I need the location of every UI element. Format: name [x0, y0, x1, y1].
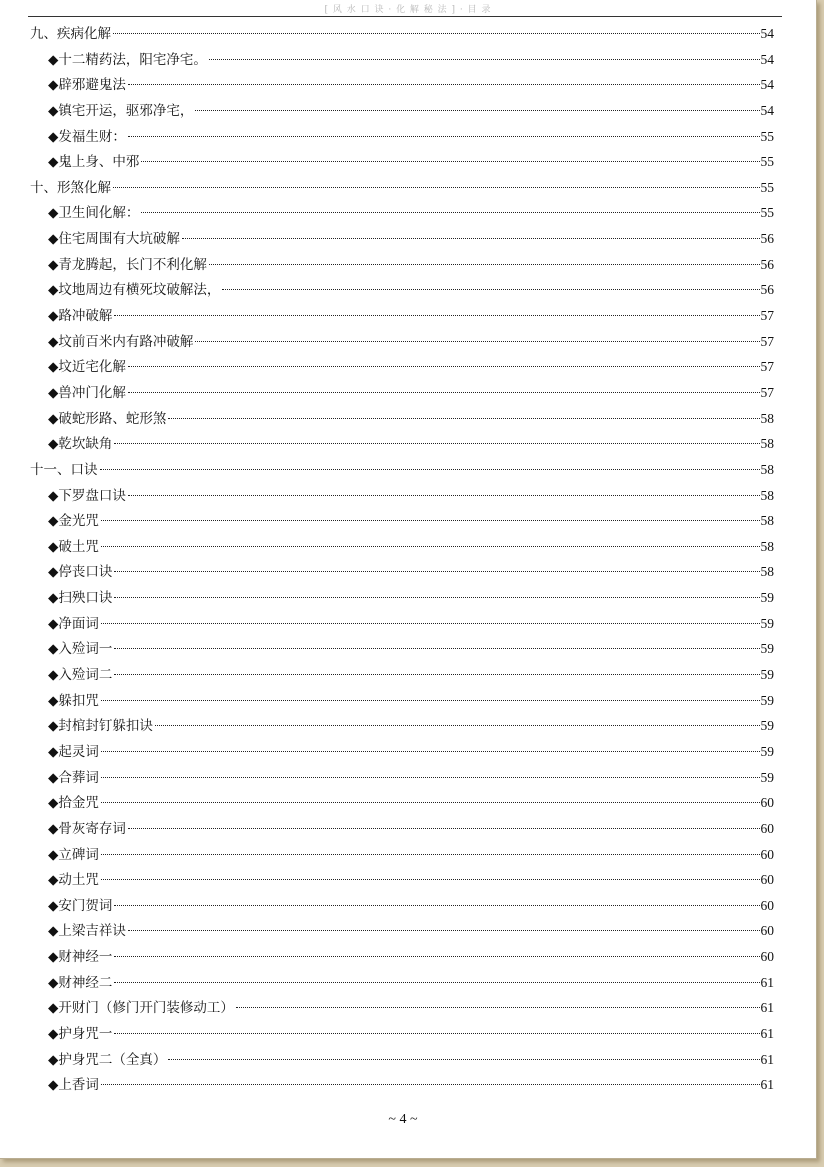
toc-section-heading	[30, 457, 774, 483]
table-of-contents	[30, 21, 774, 1098]
toc-entry-page: 59	[760, 641, 774, 657]
dot-leader	[114, 956, 759, 957]
toc-entry	[30, 226, 774, 252]
dot-leader	[195, 110, 759, 111]
toc-entry	[30, 918, 774, 944]
dot-leader	[101, 777, 760, 778]
toc-entry	[30, 406, 774, 432]
toc-entry	[30, 303, 774, 329]
toc-entry-title: ◆拾金咒	[48, 795, 99, 812]
toc-entry-title: 十、形煞化解	[30, 179, 111, 196]
dot-leader	[101, 751, 760, 752]
toc-entry-title: ◆发福生财：	[48, 128, 126, 145]
dot-leader	[128, 392, 760, 393]
toc-entry-title: 十一、口诀	[30, 461, 98, 478]
toc-entry	[30, 483, 774, 509]
dot-leader	[128, 136, 760, 137]
toc-entry	[30, 149, 774, 175]
toc-entry-title: ◆骨灰寄存词	[48, 820, 126, 837]
toc-entry-title: ◆动土咒	[48, 872, 99, 889]
toc-entry-page: 56	[760, 282, 774, 298]
toc-entry-page: 55	[760, 128, 774, 144]
toc-entry	[30, 508, 774, 534]
toc-entry-page: 60	[760, 923, 774, 939]
toc-entry-page: 57	[760, 333, 774, 349]
toc-entry-title: ◆封棺封钉躲扣诀	[48, 718, 153, 735]
toc-entry	[30, 1021, 774, 1047]
toc-entry-page: 59	[760, 769, 774, 785]
toc-entry-page: 59	[760, 692, 774, 708]
dot-leader	[113, 187, 760, 188]
toc-entry	[30, 47, 774, 73]
toc-entry-page: 61	[760, 1025, 774, 1041]
dot-leader	[128, 930, 760, 931]
dot-leader	[114, 315, 759, 316]
toc-entry-page: 56	[760, 231, 774, 247]
toc-entry-title: ◆路冲破解	[48, 308, 113, 325]
toc-entry-title: 九、疾病化解	[30, 26, 111, 42]
toc-entry-page: 54	[760, 51, 774, 67]
toc-entry-title: ◆净面词	[48, 615, 99, 632]
toc-entry	[30, 1072, 774, 1098]
dot-leader	[101, 854, 760, 855]
dot-leader	[101, 700, 760, 701]
toc-entry-title: ◆开财门（修门开门装修动工）	[48, 1000, 234, 1017]
toc-entry-title: ◆护身咒二（全真）	[48, 1051, 167, 1068]
toc-entry-page: 60	[760, 949, 774, 965]
dot-leader	[101, 802, 760, 803]
toc-entry-page: 56	[760, 256, 774, 272]
toc-entry-title: ◆安门贺词	[48, 897, 113, 914]
toc-entry	[30, 970, 774, 996]
toc-entry-page: 55	[760, 205, 774, 221]
dot-leader	[101, 520, 760, 521]
dot-leader	[101, 623, 760, 624]
dot-leader	[101, 879, 760, 880]
toc-entry-title: ◆立碑词	[48, 846, 99, 863]
toc-entry-title: ◆护身咒一	[48, 1025, 113, 1042]
toc-entry	[30, 559, 774, 585]
toc-entry-title: ◆鬼上身、中邪	[48, 154, 140, 171]
dot-leader	[209, 59, 760, 60]
dot-leader	[222, 289, 759, 290]
dot-leader	[141, 161, 759, 162]
dot-leader	[114, 982, 759, 983]
dot-leader	[141, 212, 759, 213]
toc-entry-page: 58	[760, 513, 774, 529]
toc-section-heading	[30, 175, 774, 201]
dot-leader	[113, 33, 760, 34]
toc-entry-title: ◆合葬词	[48, 769, 99, 786]
dot-leader	[101, 546, 760, 547]
dot-leader	[168, 1059, 759, 1060]
toc-entry-page: 60	[760, 820, 774, 836]
toc-entry	[30, 354, 774, 380]
toc-entry	[30, 636, 774, 662]
toc-entry-title: ◆镇宅开运，驱邪净宅，	[48, 102, 194, 119]
dot-leader	[101, 1084, 760, 1085]
running-header: [ 风 水 口 诀 · 化 解 秘 法 ] · 目 录	[324, 5, 492, 15]
toc-entry	[30, 713, 774, 739]
dot-leader	[128, 495, 760, 496]
toc-section-heading	[30, 21, 774, 47]
toc-entry	[30, 611, 774, 637]
toc-entry	[30, 277, 774, 303]
toc-entry-title: ◆下罗盘口诀	[48, 487, 126, 504]
toc-entry-title: ◆辟邪避鬼法	[48, 77, 126, 94]
toc-entry-title: ◆坟地周边有横死坟破解法，	[48, 282, 221, 299]
toc-entry-title: ◆坟近宅化解	[48, 359, 126, 376]
dot-leader	[128, 366, 760, 367]
toc-entry	[30, 200, 774, 226]
toc-entry-page: 59	[760, 590, 774, 606]
toc-entry-title: ◆坟前百米内有路冲破解	[48, 333, 194, 350]
toc-entry-page: 54	[760, 102, 774, 118]
dot-leader	[114, 571, 759, 572]
dot-leader	[182, 238, 760, 239]
toc-entry-page: 59	[760, 718, 774, 734]
toc-entry	[30, 893, 774, 919]
toc-entry-page: 55	[760, 154, 774, 170]
toc-entry-page: 61	[760, 1051, 774, 1067]
toc-entry-page: 58	[760, 564, 774, 580]
toc-entry-page: 60	[760, 897, 774, 913]
dot-leader	[114, 597, 759, 598]
header-rule	[28, 16, 782, 17]
dot-leader	[114, 905, 759, 906]
toc-entry-page: 58	[760, 461, 774, 477]
toc-entry-page: 59	[760, 667, 774, 683]
toc-entry	[30, 739, 774, 765]
toc-entry-page: 58	[760, 410, 774, 426]
toc-entry-page: 58	[760, 538, 774, 554]
toc-entry-page: 58	[760, 487, 774, 503]
dot-leader	[168, 418, 759, 419]
toc-entry-title: ◆金光咒	[48, 513, 99, 530]
toc-entry-page: 60	[760, 846, 774, 862]
dot-leader	[114, 443, 759, 444]
toc-entry-title: ◆停丧口诀	[48, 564, 113, 581]
toc-entry	[30, 842, 774, 868]
toc-entry-title: ◆入殓词二	[48, 667, 113, 684]
toc-entry-page: 61	[760, 974, 774, 990]
toc-entry	[30, 867, 774, 893]
dot-leader	[100, 469, 760, 470]
toc-entry-page: 57	[760, 384, 774, 400]
toc-entry-title: ◆兽冲门化解	[48, 384, 126, 401]
dot-leader	[114, 1033, 759, 1034]
toc-entry	[30, 1047, 774, 1073]
dot-leader	[128, 828, 760, 829]
dot-leader	[195, 341, 759, 342]
toc-entry-page: 54	[760, 77, 774, 93]
toc-entry-page: 57	[760, 308, 774, 324]
toc-entry-title: ◆破蛇形路、蛇形煞	[48, 410, 167, 427]
toc-entry	[30, 944, 774, 970]
dot-leader	[128, 84, 760, 85]
toc-entry-page: 59	[760, 743, 774, 759]
toc-entry-title: ◆上香词	[48, 1077, 99, 1094]
toc-entry-page: 59	[760, 615, 774, 631]
toc-entry-title: ◆扫殃口诀	[48, 590, 113, 607]
toc-entry	[30, 688, 774, 714]
toc-entry-title: ◆住宅周围有大坑破解	[48, 231, 180, 248]
toc-entry-page: 57	[760, 359, 774, 375]
toc-entry-title: ◆破土咒	[48, 538, 99, 555]
toc-entry	[30, 431, 774, 457]
toc-entry	[30, 662, 774, 688]
toc-entry-page: 60	[760, 872, 774, 888]
toc-entry	[30, 252, 774, 278]
toc-entry-page: 55	[760, 179, 774, 195]
toc-entry-title: ◆乾坎缺角	[48, 436, 113, 453]
toc-entry	[30, 124, 774, 150]
toc-entry	[30, 816, 774, 842]
toc-entry	[30, 790, 774, 816]
toc-entry-title: ◆上梁吉祥诀	[48, 923, 126, 940]
toc-entry-title: ◆财神经一	[48, 949, 113, 966]
toc-entry-page: 60	[760, 795, 774, 811]
toc-entry	[30, 765, 774, 791]
dot-leader	[155, 725, 760, 726]
toc-entry-title: ◆卫生间化解：	[48, 205, 140, 222]
toc-entry	[30, 585, 774, 611]
toc-entry	[30, 534, 774, 560]
toc-entry	[30, 995, 774, 1021]
toc-entry-title: ◆入殓词一	[48, 641, 113, 658]
toc-entry-title: ◆青龙腾起，长门不利化解	[48, 256, 207, 273]
toc-entry	[30, 98, 774, 124]
dot-leader	[209, 264, 760, 265]
toc-entry-page: 58	[760, 436, 774, 452]
toc-entry-page: 54	[760, 26, 774, 41]
toc-entry-title: ◆起灵词	[48, 743, 99, 760]
dot-leader	[114, 674, 759, 675]
toc-entry	[30, 380, 774, 406]
toc-entry-page: 61	[760, 1077, 774, 1093]
dot-leader	[236, 1007, 760, 1008]
dot-leader	[114, 648, 759, 649]
toc-entry	[30, 72, 774, 98]
toc-entry-title: ◆十二精药法，阳宅净宅。	[48, 51, 207, 68]
toc-entry	[30, 329, 774, 355]
toc-entry-title: ◆财神经二	[48, 974, 113, 991]
toc-entry-title: ◆躲扣咒	[48, 692, 99, 709]
toc-entry-page: 61	[760, 1000, 774, 1016]
page-number: ~ 4 ~	[388, 1112, 418, 1127]
